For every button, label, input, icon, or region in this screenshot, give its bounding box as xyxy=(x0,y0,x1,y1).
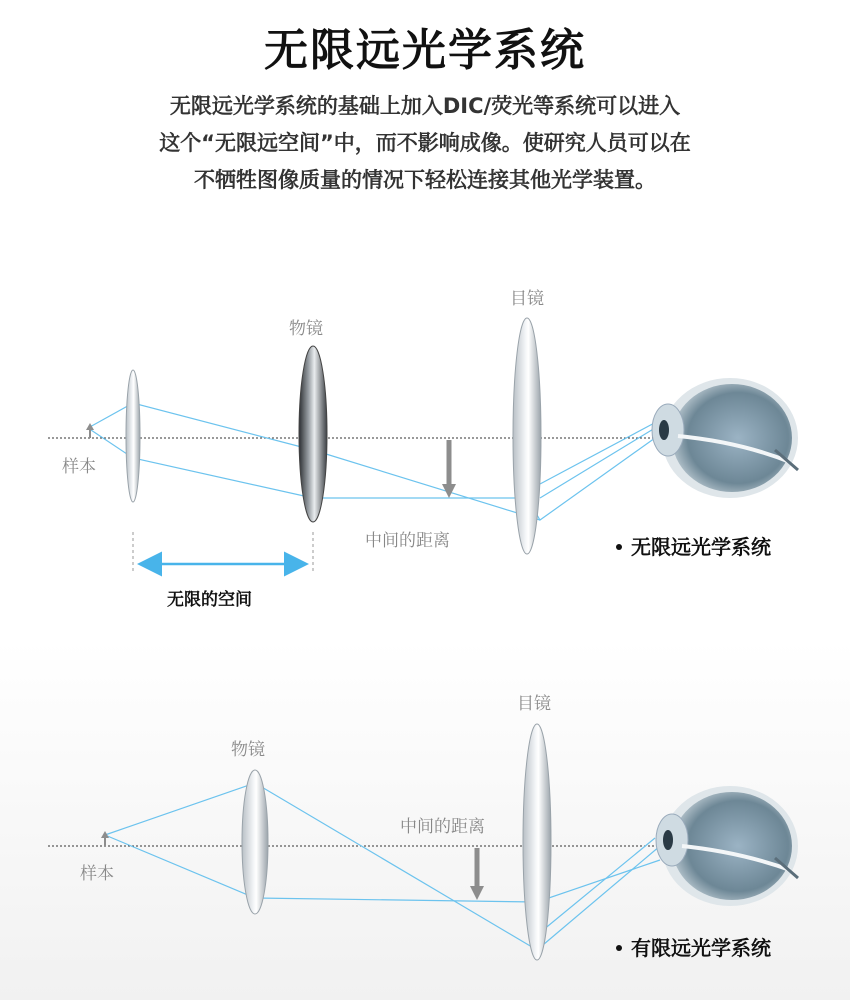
system-label-infinite: 无限远光学系统 xyxy=(631,535,771,559)
objective-lens xyxy=(299,346,327,522)
tube-lens-1 xyxy=(126,370,140,502)
bullet-dot xyxy=(616,945,622,951)
light-rays xyxy=(105,783,660,950)
eyepiece-lens xyxy=(523,724,551,960)
eyepiece-lens xyxy=(513,318,541,554)
infinity-system-diagram xyxy=(0,270,850,630)
distance-label: 中间的距离 xyxy=(365,531,450,551)
intro-line: 这个“无限远空间”中，而不影响成像。使研究人员可以在 xyxy=(159,131,691,155)
intro-line: 不牺牲图像质量的情况下轻松连接其他光学装置。 xyxy=(194,168,656,192)
eye-illustration xyxy=(656,786,798,906)
bullet-dot xyxy=(616,544,622,550)
objective-lens xyxy=(242,770,268,914)
infinity-space-arrow xyxy=(133,532,313,572)
infinity-space-label: 无限的空间 xyxy=(167,590,252,610)
light-rays xyxy=(88,403,660,520)
system-label-finite: 有限远光学系统 xyxy=(631,936,771,960)
eye-illustration xyxy=(652,378,798,498)
specimen-label: 样本 xyxy=(62,457,96,477)
eyepiece-label: 目镜 xyxy=(510,289,544,309)
objective-label: 物镜 xyxy=(231,740,265,760)
intro-line: 无限远光学系统的基础上加入DIC/荧光等系统可以进入 xyxy=(169,94,681,118)
objective-label: 物镜 xyxy=(289,319,323,339)
intro-text xyxy=(0,88,850,199)
finite-system-diagram xyxy=(0,680,850,990)
intermediate-distance-arrow xyxy=(442,440,456,498)
intermediate-distance-arrow xyxy=(470,848,484,900)
eyepiece-label: 目镜 xyxy=(517,694,551,714)
page-title: 无限远光学系统 xyxy=(264,25,586,76)
specimen-arrow xyxy=(101,831,109,846)
distance-label: 中间的距离 xyxy=(400,817,485,837)
specimen-label: 样本 xyxy=(80,864,114,884)
